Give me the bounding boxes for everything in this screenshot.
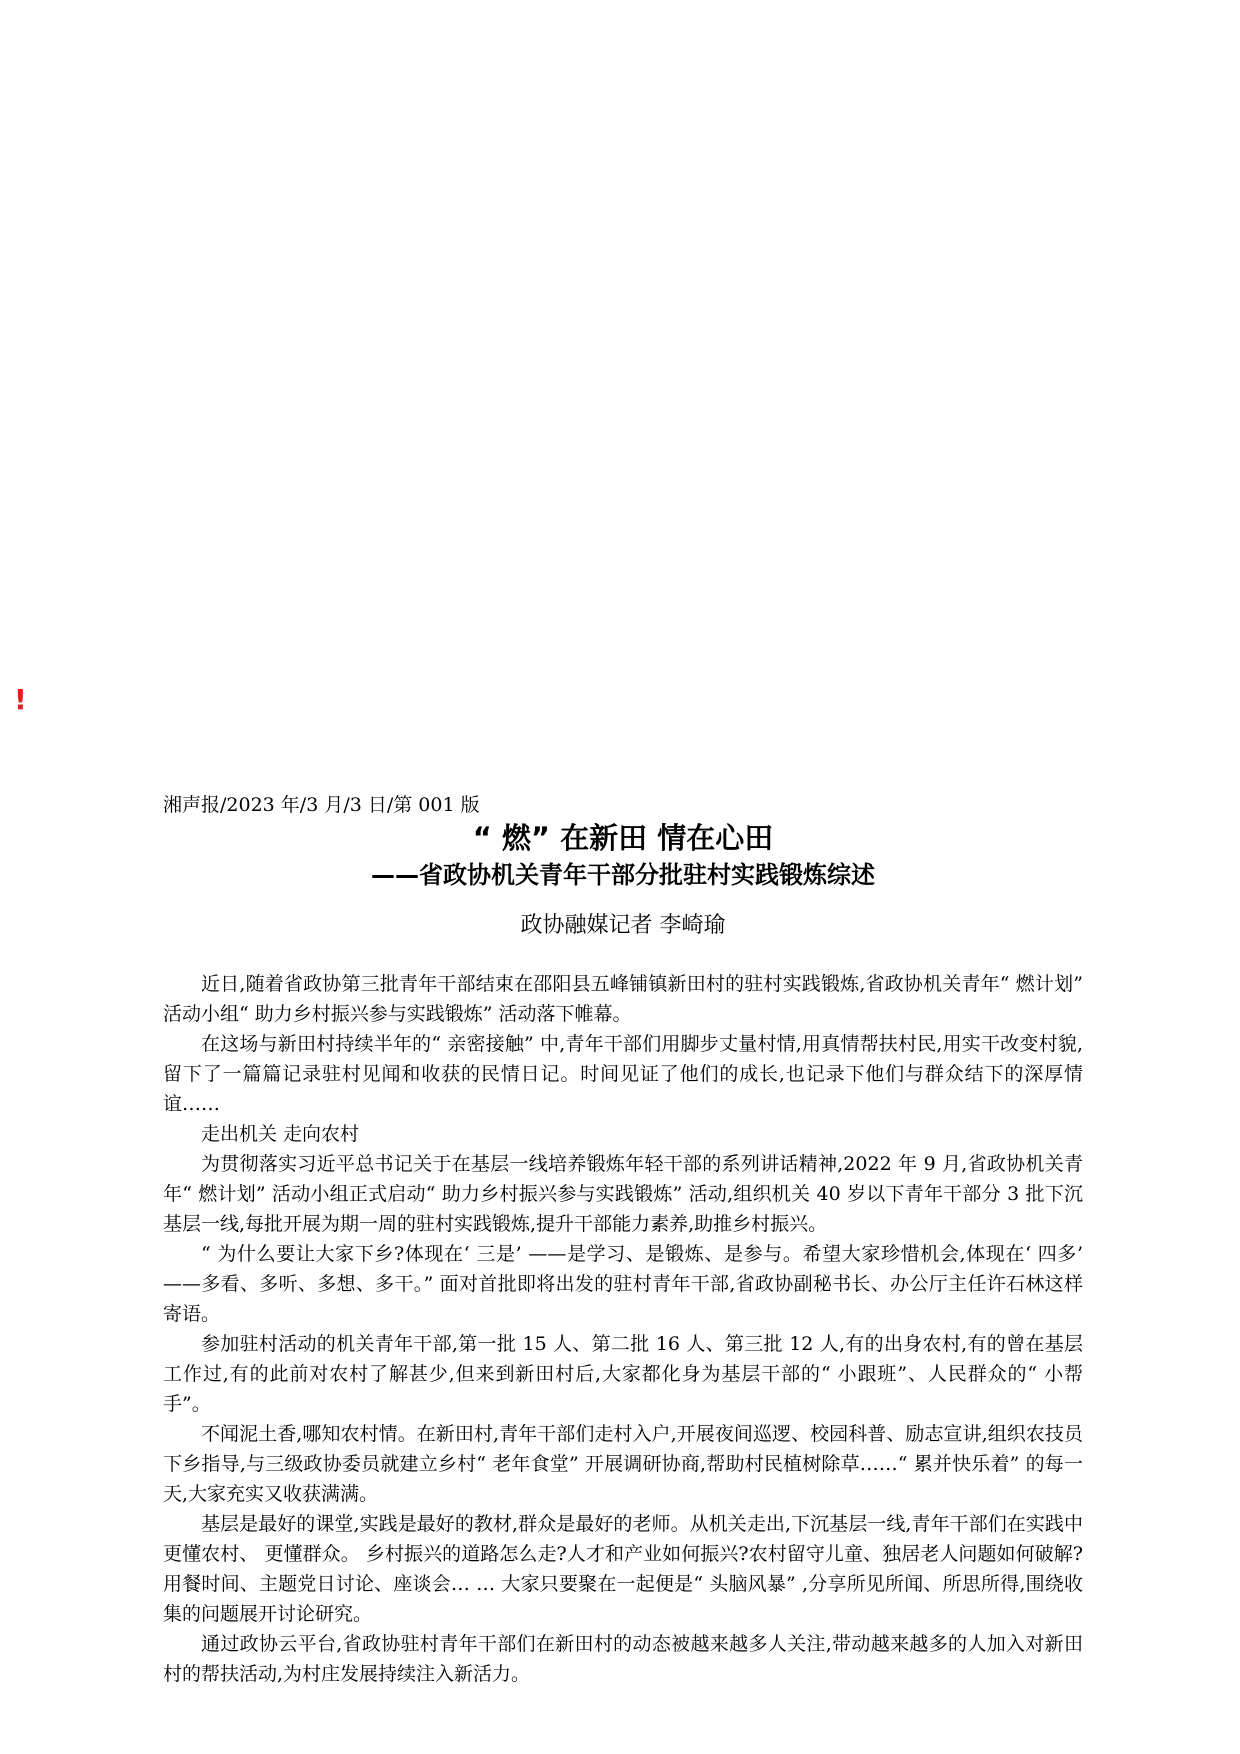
red-exclamation-mark: ! bbox=[14, 683, 27, 716]
article-title: “ 燃” 在新田 情在心田 bbox=[472, 821, 774, 855]
paragraph: 近日,随着省政协第三批青年干部结束在邵阳县五峰铺镇新田村的驻村实践锻炼,省政协机关青年“ 燃计划” 活动小组“ 助力乡村振兴参与实践锻炼” 活动落下帷幕。 bbox=[163, 973, 1083, 1025]
article-body bbox=[163, 969, 1083, 1689]
source-line: 湘声报/2023 年/3 月/3 日/第 001 版 bbox=[163, 794, 480, 816]
article bbox=[163, 791, 1083, 1689]
paragraph: 通过政协云平台,省政协驻村青年干部们在新田村的动态被越来越多人关注,带动越来越多的人加入对新田村的帮扶活动,为村庄发展持续注入新活力。 bbox=[163, 1633, 1083, 1685]
paragraph: 参加驻村活动的机关青年干部,第一批 15 人、第二批 16 人、第三批 12 人,有的出身农村,有的曾在基层工作过,有的此前对农村了解甚少,但来到新田村后,大家都化身为基层干部的“ 小跟班”、人民群众的“ 小帮手”。 bbox=[163, 1333, 1083, 1415]
paragraph: 不闻泥土香,哪知农村情。在新田村,青年干部们走村入户,开展夜间巡逻、校园科普、励志宣讲,组织农技员下乡指导,与三级政协委员就建立乡村“ 老年食堂” 开展调研协商,帮助村民植树除草……“ 累并快乐着” 的每一天,大家充实又收获满满。 bbox=[163, 1423, 1083, 1505]
article-subtitle: ——省政协机关青年干部分批驻村实践锻炼综述 bbox=[371, 861, 875, 889]
byline: 政协融媒记者 李崎瑜 bbox=[520, 913, 726, 938]
section-heading: 走出机关 走向农村 bbox=[201, 1123, 360, 1145]
paragraph: 基层是最好的课堂,实践是最好的教材,群众是最好的老师。从机关走出,下沉基层一线,青年干部们在实践中更懂农村、 更懂群众。 乡村振兴的道路怎么走?人才和产业如何振兴?农村留守儿童、独居老人问题如何破解?用餐时间、主题党日讨论、座谈会… … 大家只要聚在一起便是“ 头脑风暴” ,分享所见所闻、所思所得,围绕收集的问题展开讨论研究。 bbox=[163, 1513, 1083, 1625]
paragraph: 为贯彻落实习近平总书记关于在基层一线培养锻炼年轻干部的系列讲话精神,2022 年 9 月,省政协机关青年“ 燃计划” 活动小组正式启动“ 助力乡村振兴参与实践锻炼” 活动,组织机关 40 岁以下青年干部分 3 批下沉基层一线,每批开展为期一周的驻村实践锻炼,提升干部能力素养,助推乡村振兴。 bbox=[163, 1153, 1083, 1235]
paragraph: 在这场与新田村持续半年的“ 亲密接触” 中,青年干部们用脚步丈量村情,用真情帮扶村民,用实干改变村貌,留下了一篇篇记录驻村见闻和收获的民情日记。时间见证了他们的成长,也记录下他们与群众结下的深厚情谊…… bbox=[163, 1033, 1083, 1115]
paragraph: “ 为什么要让大家下乡?体现在‘ 三是’ ——是学习、是锻炼、是参与。希望大家珍惜机会,体现在‘ 四多’ ——多看、多听、多想、多干。” 面对首批即将出发的驻村青年干部,省政协副秘书长、办公厅主任许石林这样寄语。 bbox=[163, 1243, 1083, 1325]
